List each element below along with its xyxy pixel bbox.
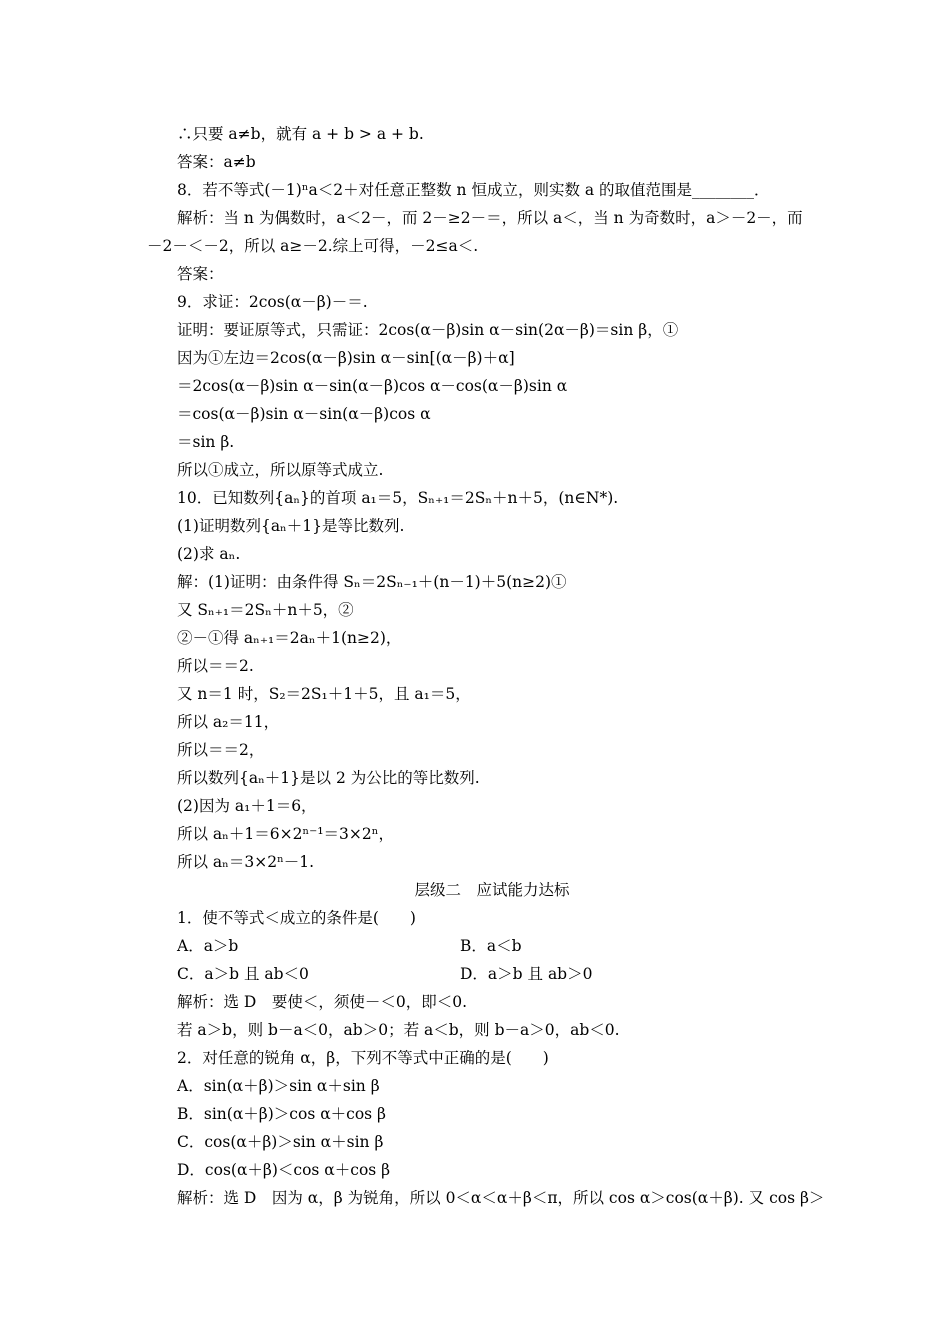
question-1-solution: 解析：选 D 要使＜，须使－＜0，即＜0. — [177, 993, 468, 1011]
choice-d: D．a＞b 且 ab＞0 — [460, 965, 593, 983]
choice-c: C．cos(α＋β)＞sin α＋sin β — [177, 1133, 384, 1151]
text-line: ∴只要 a≠b，就有 a + b > a + b. — [177, 125, 424, 143]
question-10-part-1: (1)证明数列{aₙ＋1}是等比数列. — [177, 517, 405, 535]
proof-line: 证明：要证原等式，只需证：2cos(α－β)sin α－sin(2α－β)＝sin β，① — [177, 321, 679, 339]
solution-line: 又 Sₙ₊₁＝2Sₙ＋n＋5，② — [177, 601, 354, 619]
question-1-solution: 若 a＞b，则 b－a＜0，ab＞0；若 a＜b，则 b－a＞0，ab＜0. — [177, 1021, 620, 1039]
solution-line: 又 n＝1 时，S₂＝2S₁＋1＋5，且 a₁＝5， — [177, 685, 471, 703]
question-10: 10．已知数列{aₙ}的首项 a₁＝5，Sₙ₊₁＝2Sₙ＋n＋5，(n∈N*). — [177, 489, 619, 507]
choice-c: C．a＞b 且 ab＜0 — [177, 965, 309, 983]
solution-line: 解：(1)证明：由条件得 Sₙ＝2Sₙ₋₁＋(n－1)＋5(n≥2)① — [177, 573, 567, 591]
solution-line: 所以数列{aₙ＋1}是以 2 为公比的等比数列. — [177, 769, 480, 787]
question-1: 1．使不等式＜成立的条件是( ) — [177, 909, 416, 927]
choice-d: D．cos(α＋β)＜cos α＋cos β — [177, 1161, 391, 1179]
answer-line: 答案：a≠b — [177, 153, 256, 171]
choice-b: B．a＜b — [460, 937, 522, 955]
question-2: 2．对任意的锐角 α，β，下列不等式中正确的是( ) — [177, 1049, 549, 1067]
solution-line: 所以 aₙ＋1＝6×2ⁿ⁻¹＝3×2ⁿ， — [177, 825, 394, 843]
solution-line: 所以 a₂＝11， — [177, 713, 280, 731]
proof-line: ＝sin β. — [177, 433, 235, 451]
section-heading: 层级二 应试能力达标 — [414, 881, 570, 899]
proof-line: ＝2cos(α－β)sin α－sin(α－β)cos α－cos(α－β)sin α — [177, 377, 568, 395]
answer-line: 答案： — [177, 265, 224, 283]
choice-a: A．a＞b — [177, 937, 239, 955]
proof-line: ＝cos(α－β)sin α－sin(α－β)cos α — [177, 405, 431, 423]
solution-line: (2)因为 a₁＋1＝6， — [177, 797, 317, 815]
question-1-choices-row — [177, 960, 817, 988]
solution-line: 所以＝＝2， — [177, 741, 265, 759]
question-9: 9．求证：2cos(α－β)－＝. — [177, 293, 368, 311]
choice-b: B．sin(α＋β)＞cos α＋cos β — [177, 1105, 387, 1123]
question-8: 8．若不等式(－1)ⁿa＜2＋对任意正整数 n 恒成立，则实数 a 的取值范围是________． — [177, 181, 770, 199]
document-content — [147, 120, 825, 1212]
question-1-choices-row — [177, 932, 817, 960]
solution-line: 所以＝＝2. — [177, 657, 254, 675]
solution-line: 所以 aₙ＝3×2ⁿ－1. — [177, 853, 315, 871]
proof-line: 所以①成立，所以原等式成立. — [177, 461, 384, 479]
question-2-solution: 解析：选 D 因为 α，β 为锐角，所以 0＜α＜α＋β＜π，所以 cos α＞cos(α＋β). 又 cos β＞ — [177, 1189, 825, 1207]
question-8-solution: 解析：当 n 为偶数时，a＜2－，而 2－≥2－＝，所以 a＜，当 n 为奇数时，a＞－2－，而－2－＜－2，所以 a≥－2.综上可得，－2≤a＜. — [147, 209, 803, 255]
choice-a: A．sin(α＋β)＞sin α＋sin β — [177, 1077, 380, 1095]
proof-line: 因为①左边＝2cos(α－β)sin α－sin[(α－β)＋α] — [177, 349, 515, 367]
question-10-part-2: (2)求 aₙ. — [177, 545, 241, 563]
solution-line: ②－①得 aₙ₊₁＝2aₙ＋1(n≥2)， — [177, 629, 402, 647]
